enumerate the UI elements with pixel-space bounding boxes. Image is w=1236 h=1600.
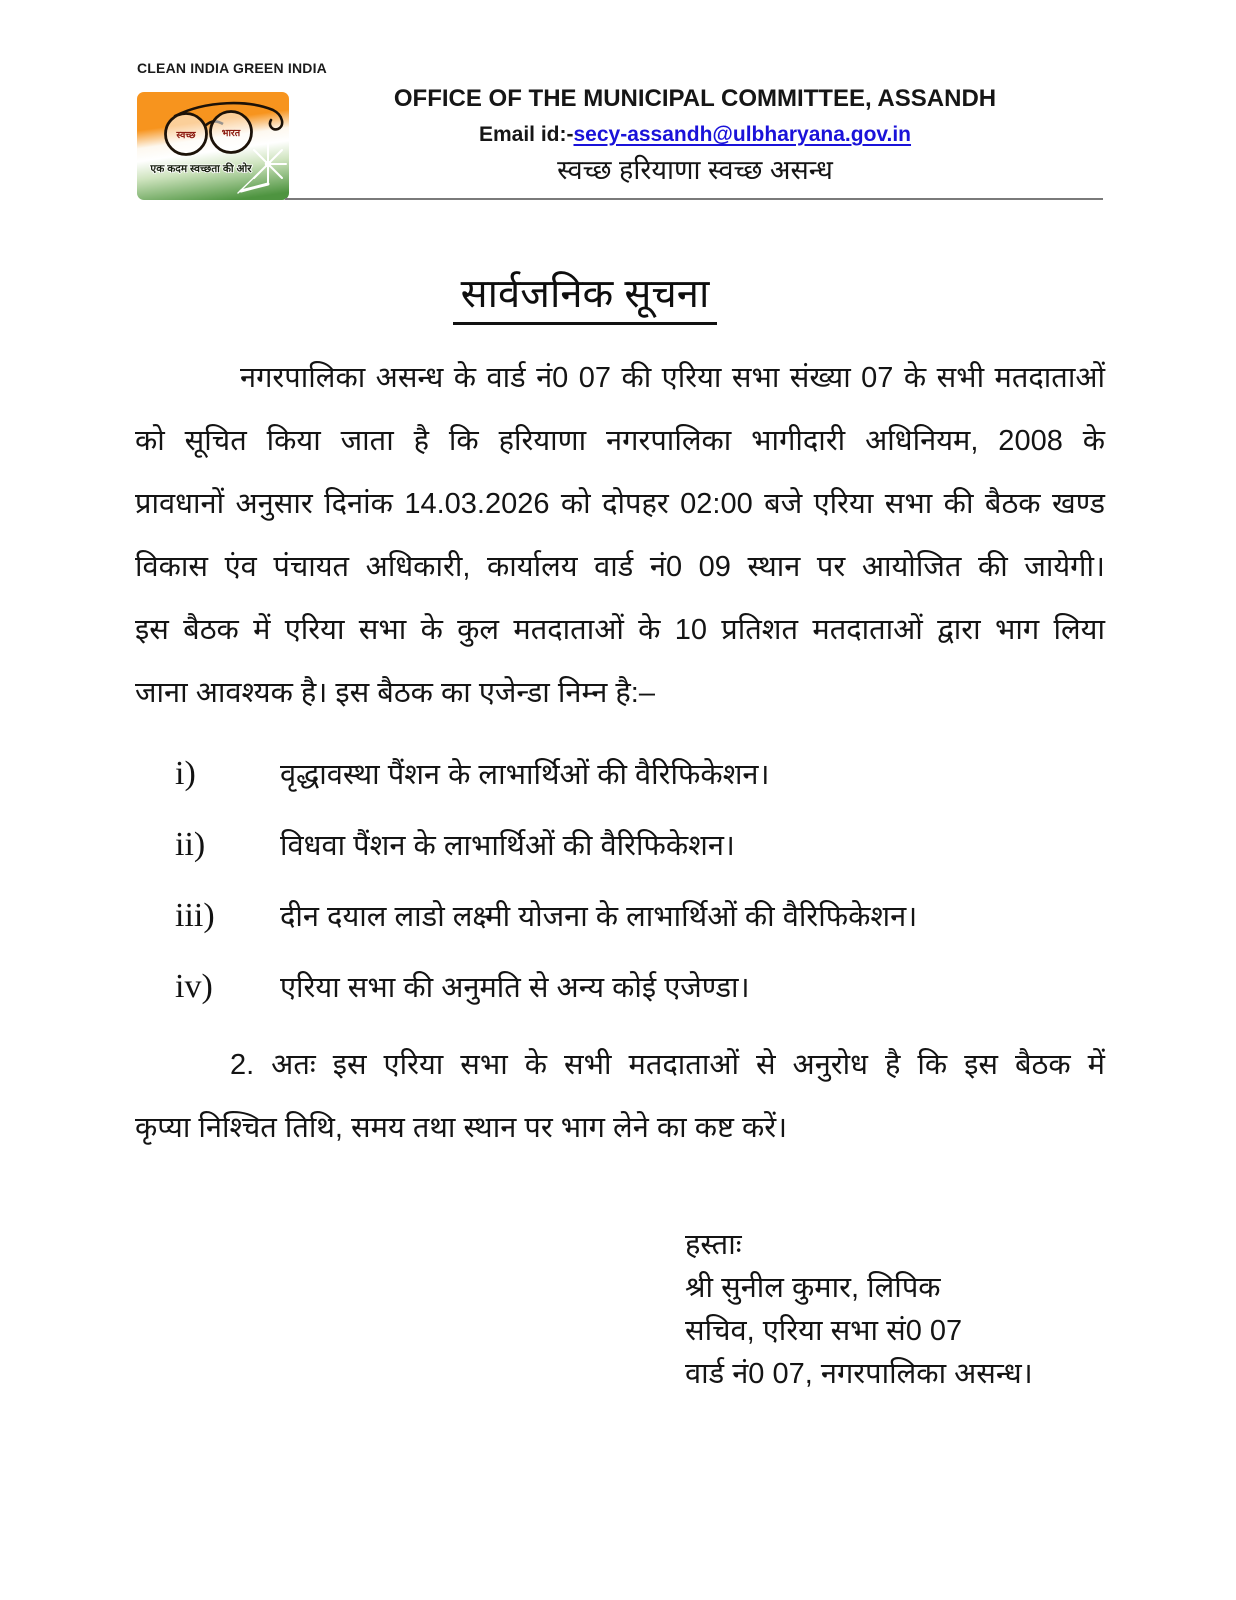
notice-title-wrap: [0, 270, 1170, 325]
signature-block: [685, 1224, 1236, 1396]
clean-india-label: CLEAN INDIA GREEN INDIA: [137, 60, 327, 76]
email-link[interactable]: secy-assandh@ulbharyana.gov.in: [573, 123, 912, 146]
agenda-item: [135, 962, 1105, 1012]
agenda-marker: iv): [175, 968, 213, 1005]
agenda-text: एरिया सभा की अनुमति से अन्य कोई एजेण्डा।: [280, 972, 750, 1004]
signature-line: सचिव, एरिया सभा सं0 07: [685, 1315, 963, 1347]
para1-line: जाना आवश्यक है। इस बैठक का एजेन्डा निम्न है:–: [135, 677, 655, 709]
notice-title: सार्वजनिक सूचना: [453, 270, 718, 325]
document-header: [0, 0, 1236, 200]
para2-line: कृप्या निश्चित तिथि, समय तथा स्थान पर भाग लेने का कष्ट करें।: [135, 1112, 788, 1144]
signature-line: श्री सुनील कुमार, लिपिक: [685, 1272, 941, 1304]
para1-line: नगरपालिका असन्ध के वार्ड नं0 07 की एरिया सभा संख्या 07 के सभी मतदाताओं: [240, 362, 1105, 394]
swachh-bharat-logo: [137, 92, 289, 200]
notice-body: [135, 347, 1105, 1160]
gandhi-glasses-icon: [137, 92, 289, 200]
para1-line: को सूचित किया जाता है कि हरियाणा नगरपालिका भागीदारी अधिनियम, 2008 के: [135, 425, 1105, 457]
logo-tagline-text: एक कदम स्वच्छता की ओर: [150, 163, 252, 175]
email-line: [285, 122, 1105, 148]
agenda-list: [135, 749, 1105, 1012]
office-title: OFFICE OF THE MUNICIPAL COMMITTEE, ASSANDH: [393, 85, 997, 112]
header-text-block: [285, 84, 1105, 186]
agenda-text: वृद्धावस्था पैंशन के लाभार्थिओं की वैरिफिकेशन।: [280, 759, 770, 791]
logo-lens-right-text: भारत: [221, 128, 241, 139]
agenda-text: विधवा पैंशन के लाभार्थिओं की वैरिफिकेशन।: [280, 830, 735, 862]
paragraph-1: [135, 347, 1105, 725]
para1-line: इस बैठक में एरिया सभा के कुल मतदाताओं के 10 प्रतिशत मतदाताओं द्वारा भाग लिया: [135, 614, 1105, 646]
hindi-tagline: स्वच्छ हरियाणा स्वच्छ असन्ध: [557, 155, 833, 185]
agenda-item: [135, 820, 1105, 870]
agenda-marker: iii): [175, 897, 215, 934]
email-label: Email id:-: [478, 123, 574, 146]
logo-lens-left-text: स्वच्छ: [176, 130, 196, 141]
agenda-item: [135, 891, 1105, 941]
paragraph-2: [135, 1034, 1105, 1160]
header-divider: [285, 198, 1103, 200]
agenda-item: [135, 749, 1105, 799]
para1-line: विकास एंव पंचायत अधिकारी, कार्यालय वार्ड नं0 09 स्थान पर आयोजित की जायेगी।: [135, 551, 1105, 583]
signature-line: हस्ताः: [685, 1229, 742, 1261]
para2-line: 2. अतः इस एरिया सभा के सभी मतदाताओं से अनुरोध है कि इस बैठक में: [230, 1049, 1105, 1081]
agenda-text: दीन दयाल लाडो लक्ष्मी योजना के लाभार्थिओं की वैरिफिकेशन।: [280, 901, 918, 933]
para1-line: प्रावधानों अनुसार दिनांक 14.03.2026 को दोपहर 02:00 बजे एरिया सभा की बैठक खण्ड: [135, 488, 1105, 520]
signature-line: वार्ड नं0 07, नगरपालिका असन्ध।: [685, 1358, 1033, 1390]
agenda-marker: i): [175, 755, 196, 792]
agenda-marker: ii): [175, 826, 206, 863]
